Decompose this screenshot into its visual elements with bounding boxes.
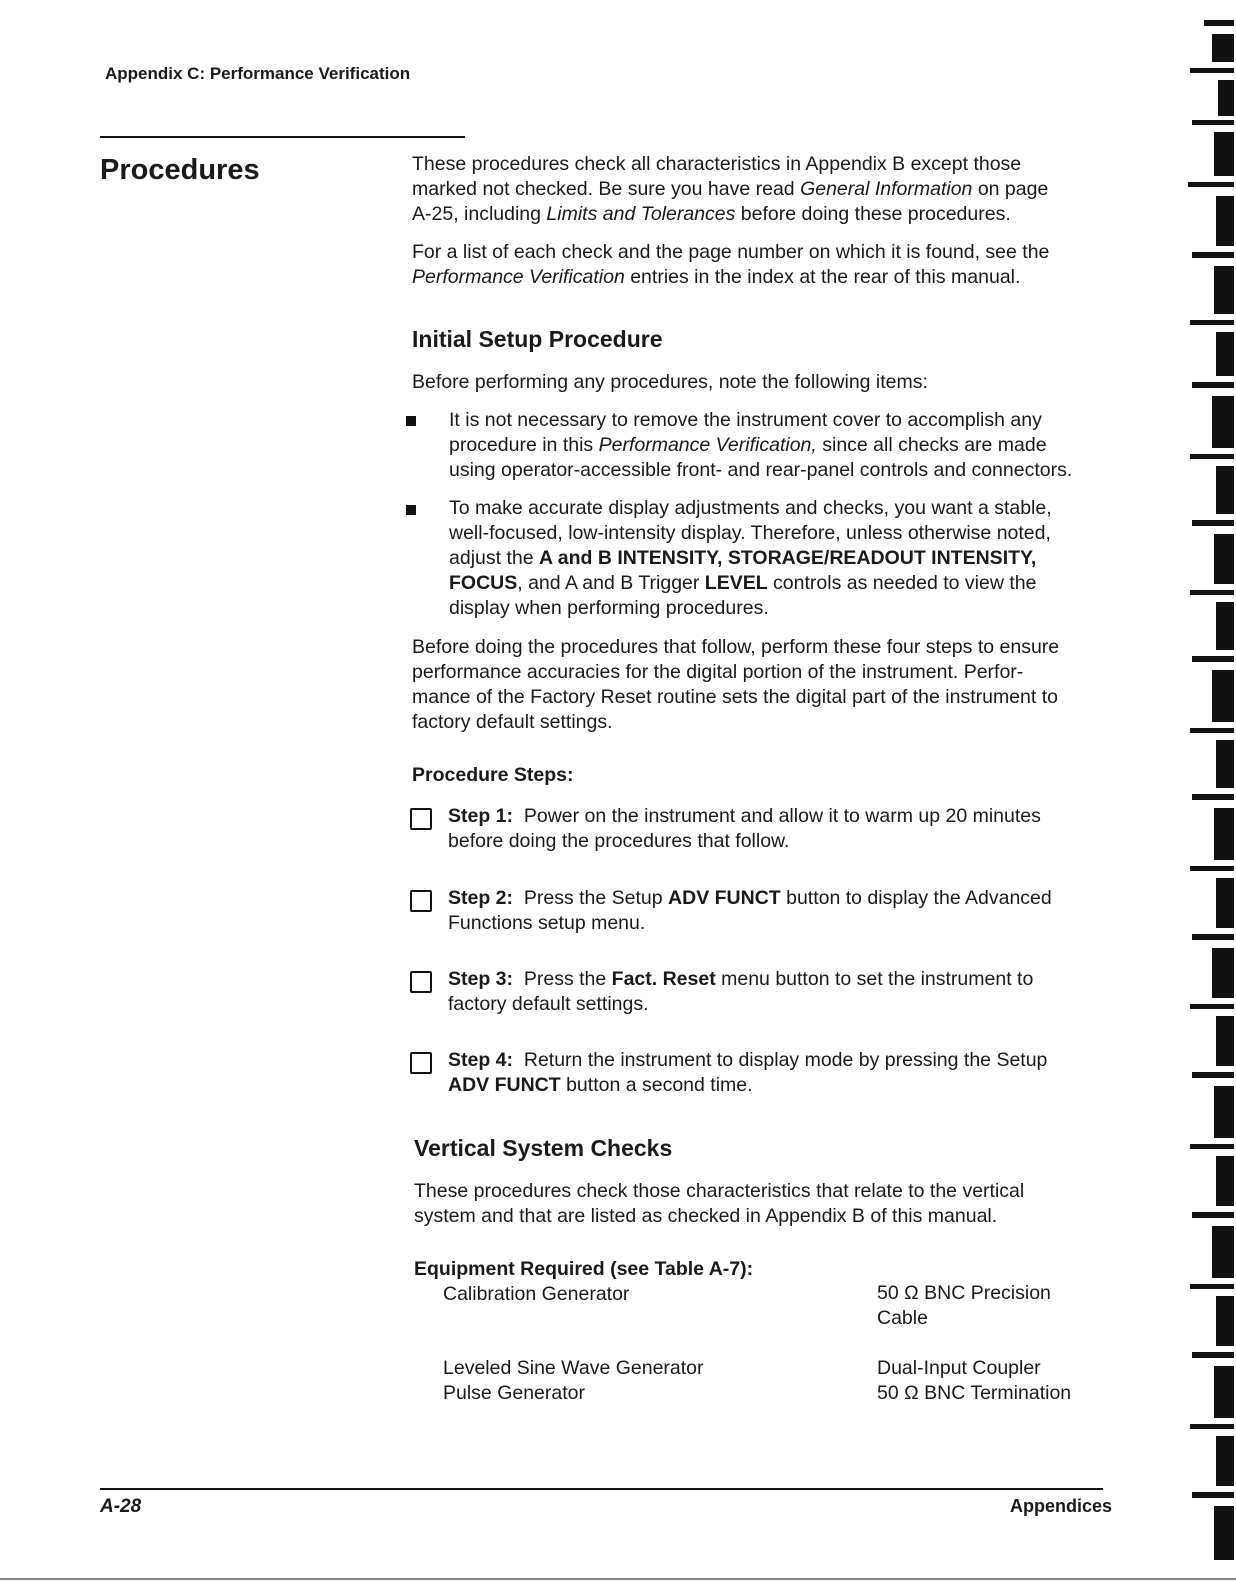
footer-rule bbox=[100, 1488, 1103, 1490]
running-header: Appendix C: Performance Verification bbox=[105, 64, 411, 83]
step-4-checkbox[interactable] bbox=[410, 1052, 432, 1074]
equipment-item: Calibration Generator bbox=[443, 1283, 630, 1305]
vertical-paragraph: These procedures check those characteristics that relate to the vertical system and that are listed as checked in Appendix B of this manual. bbox=[414, 1180, 1025, 1227]
step-1-checkbox[interactable] bbox=[410, 808, 432, 830]
step-3: Step 3: Press the Fact. Reset menu button to set the instrument to factory default settings. bbox=[448, 968, 1034, 1015]
scan-edge-line bbox=[0, 1578, 1236, 1580]
section-rule bbox=[100, 136, 465, 138]
procedure-steps-heading: Procedure Steps: bbox=[412, 764, 574, 786]
bullet-item-1: It is not necessary to remove the instrument cover to accomplish any procedure in this Performance Verification, since all checks are made using operator-accessible front- and rear-panel controls and connectors. bbox=[449, 409, 1073, 481]
bullet-item-2: To make accurate display adjustments and checks, you want a stable, well-focused, low-intensity display. Therefore, unless otherwise noted, adjust the A and B INTENSITY, STORAGE/READOUT INTENSITY, FOCUS, and A and B Trigger LEVEL controls as needed to view the display when performing procedures. bbox=[449, 497, 1052, 619]
intro-line: A-25, including Limits and Tolerances before doing these procedures. bbox=[412, 203, 1011, 225]
equipment-item: Leveled Sine Wave Generator bbox=[443, 1357, 704, 1379]
bullet-marker bbox=[406, 505, 416, 515]
step-3-checkbox[interactable] bbox=[410, 971, 432, 993]
equipment-item: Pulse Generator bbox=[443, 1382, 585, 1404]
page-number: A-28 bbox=[100, 1496, 142, 1517]
initial-setup-lead: Before performing any procedures, note the following items: bbox=[412, 371, 928, 393]
step-2: Step 2: Press the Setup ADV FUNCT button to display the Advanced Functions setup menu. bbox=[448, 887, 1052, 934]
step-4: Step 4: Return the instrument to display mode by pressing the Setup ADV FUNCT button a second time. bbox=[448, 1049, 1048, 1096]
setup-paragraph: Before doing the procedures that follow, perform these four steps to ensure performance accuracies for the digital portion of the instrument. Perfor- mance of the Factory Reset routine sets the digital part of the instrument to factory default settings. bbox=[412, 636, 1060, 733]
intro-paragraph-2 bbox=[412, 240, 1112, 290]
step-2-checkbox[interactable] bbox=[410, 890, 432, 912]
footer-section: Appendices bbox=[1010, 1496, 1113, 1516]
intro-paragraph-1 bbox=[412, 152, 1112, 227]
bullet-marker bbox=[406, 416, 416, 426]
equipment-item: 50 Ω BNC Termination bbox=[877, 1382, 1072, 1404]
section-title: Procedures bbox=[100, 154, 260, 186]
vertical-checks-heading: Vertical System Checks bbox=[414, 1135, 673, 1161]
intro-line: These procedures check all characteristics in Appendix B except those bbox=[412, 153, 1022, 175]
page-edge-tabs bbox=[1182, 20, 1236, 1570]
intro-line: For a list of each check and the page number on which it is found, see the bbox=[412, 241, 1050, 263]
step-1: Step 1: Power on the instrument and allow it to warm up 20 minutes before doing the procedures that follow. bbox=[448, 805, 1041, 852]
equipment-item: Dual-Input Coupler bbox=[877, 1357, 1041, 1379]
intro-line: marked not checked. Be sure you have read General Information on page bbox=[412, 178, 1049, 200]
equipment-heading: Equipment Required (see Table A-7): bbox=[414, 1258, 754, 1280]
initial-setup-heading: Initial Setup Procedure bbox=[412, 326, 663, 352]
intro-line: Performance Verification entries in the index at the rear of this manual. bbox=[412, 266, 1021, 288]
equipment-item: 50 Ω BNC Precision Cable bbox=[877, 1282, 1051, 1329]
